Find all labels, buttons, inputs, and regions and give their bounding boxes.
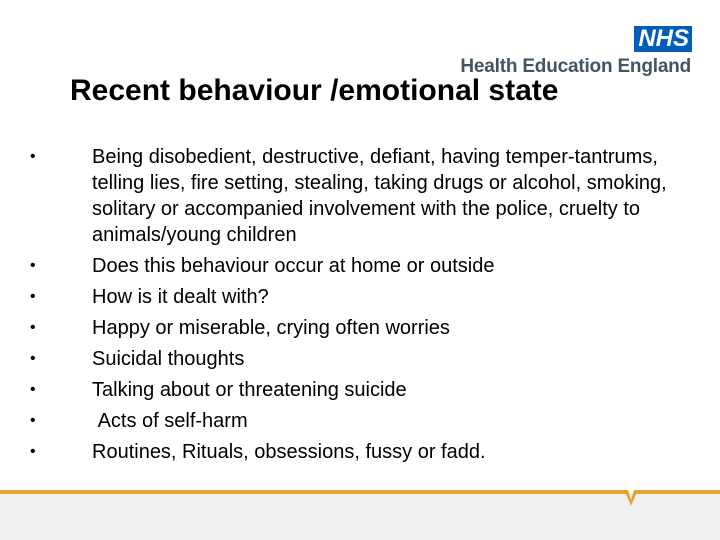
bullet-list — [28, 144, 688, 470]
bullet-icon: • — [30, 412, 36, 429]
bullet-text: How is it dealt with? — [92, 286, 269, 308]
slide-title: Recent behaviour /emotional state — [70, 74, 559, 107]
list-item — [28, 315, 688, 341]
list-item — [28, 284, 688, 310]
bullet-icon: • — [30, 443, 36, 460]
footer-notch-icon — [620, 490, 642, 506]
list-item — [28, 377, 688, 403]
list-item — [28, 346, 688, 372]
hee-logo — [460, 26, 692, 78]
bullet-text: Acts of self-harm — [92, 410, 248, 432]
nhs-logo-badge: NHS — [634, 26, 692, 52]
footer-accent-line — [0, 490, 720, 494]
bullet-icon: • — [30, 148, 36, 165]
bullet-icon: • — [30, 288, 36, 305]
list-item — [28, 408, 688, 434]
bullet-text: Happy or miserable, crying often worries — [92, 317, 450, 339]
bullet-text: Does this behaviour occur at home or outside — [92, 255, 495, 277]
bullet-text: Talking about or threatening suicide — [92, 379, 407, 401]
bullet-text: Suicidal thoughts — [92, 348, 245, 370]
list-item — [28, 144, 688, 248]
list-item — [28, 253, 688, 279]
bullet-icon: • — [30, 319, 36, 336]
footer-accent-right — [636, 490, 720, 494]
bullet-text: Being disobedient, destructive, defiant, having temper-tantrums, telling lies, fire setting, stealing, taking drugs or alcohol, smoking, solitary or accompanied involvement with the police, cruelty to animals/young children — [92, 146, 673, 246]
footer-accent-left — [0, 490, 628, 494]
bullet-icon: • — [30, 381, 36, 398]
bullet-icon: • — [30, 257, 36, 274]
bullet-text: Routines, Rituals, obsessions, fussy or fadd. — [92, 441, 486, 463]
footer-band — [0, 493, 720, 540]
list-item — [28, 439, 688, 465]
bullet-icon: • — [30, 350, 36, 367]
organisation-name: Health Education England — [460, 56, 691, 77]
